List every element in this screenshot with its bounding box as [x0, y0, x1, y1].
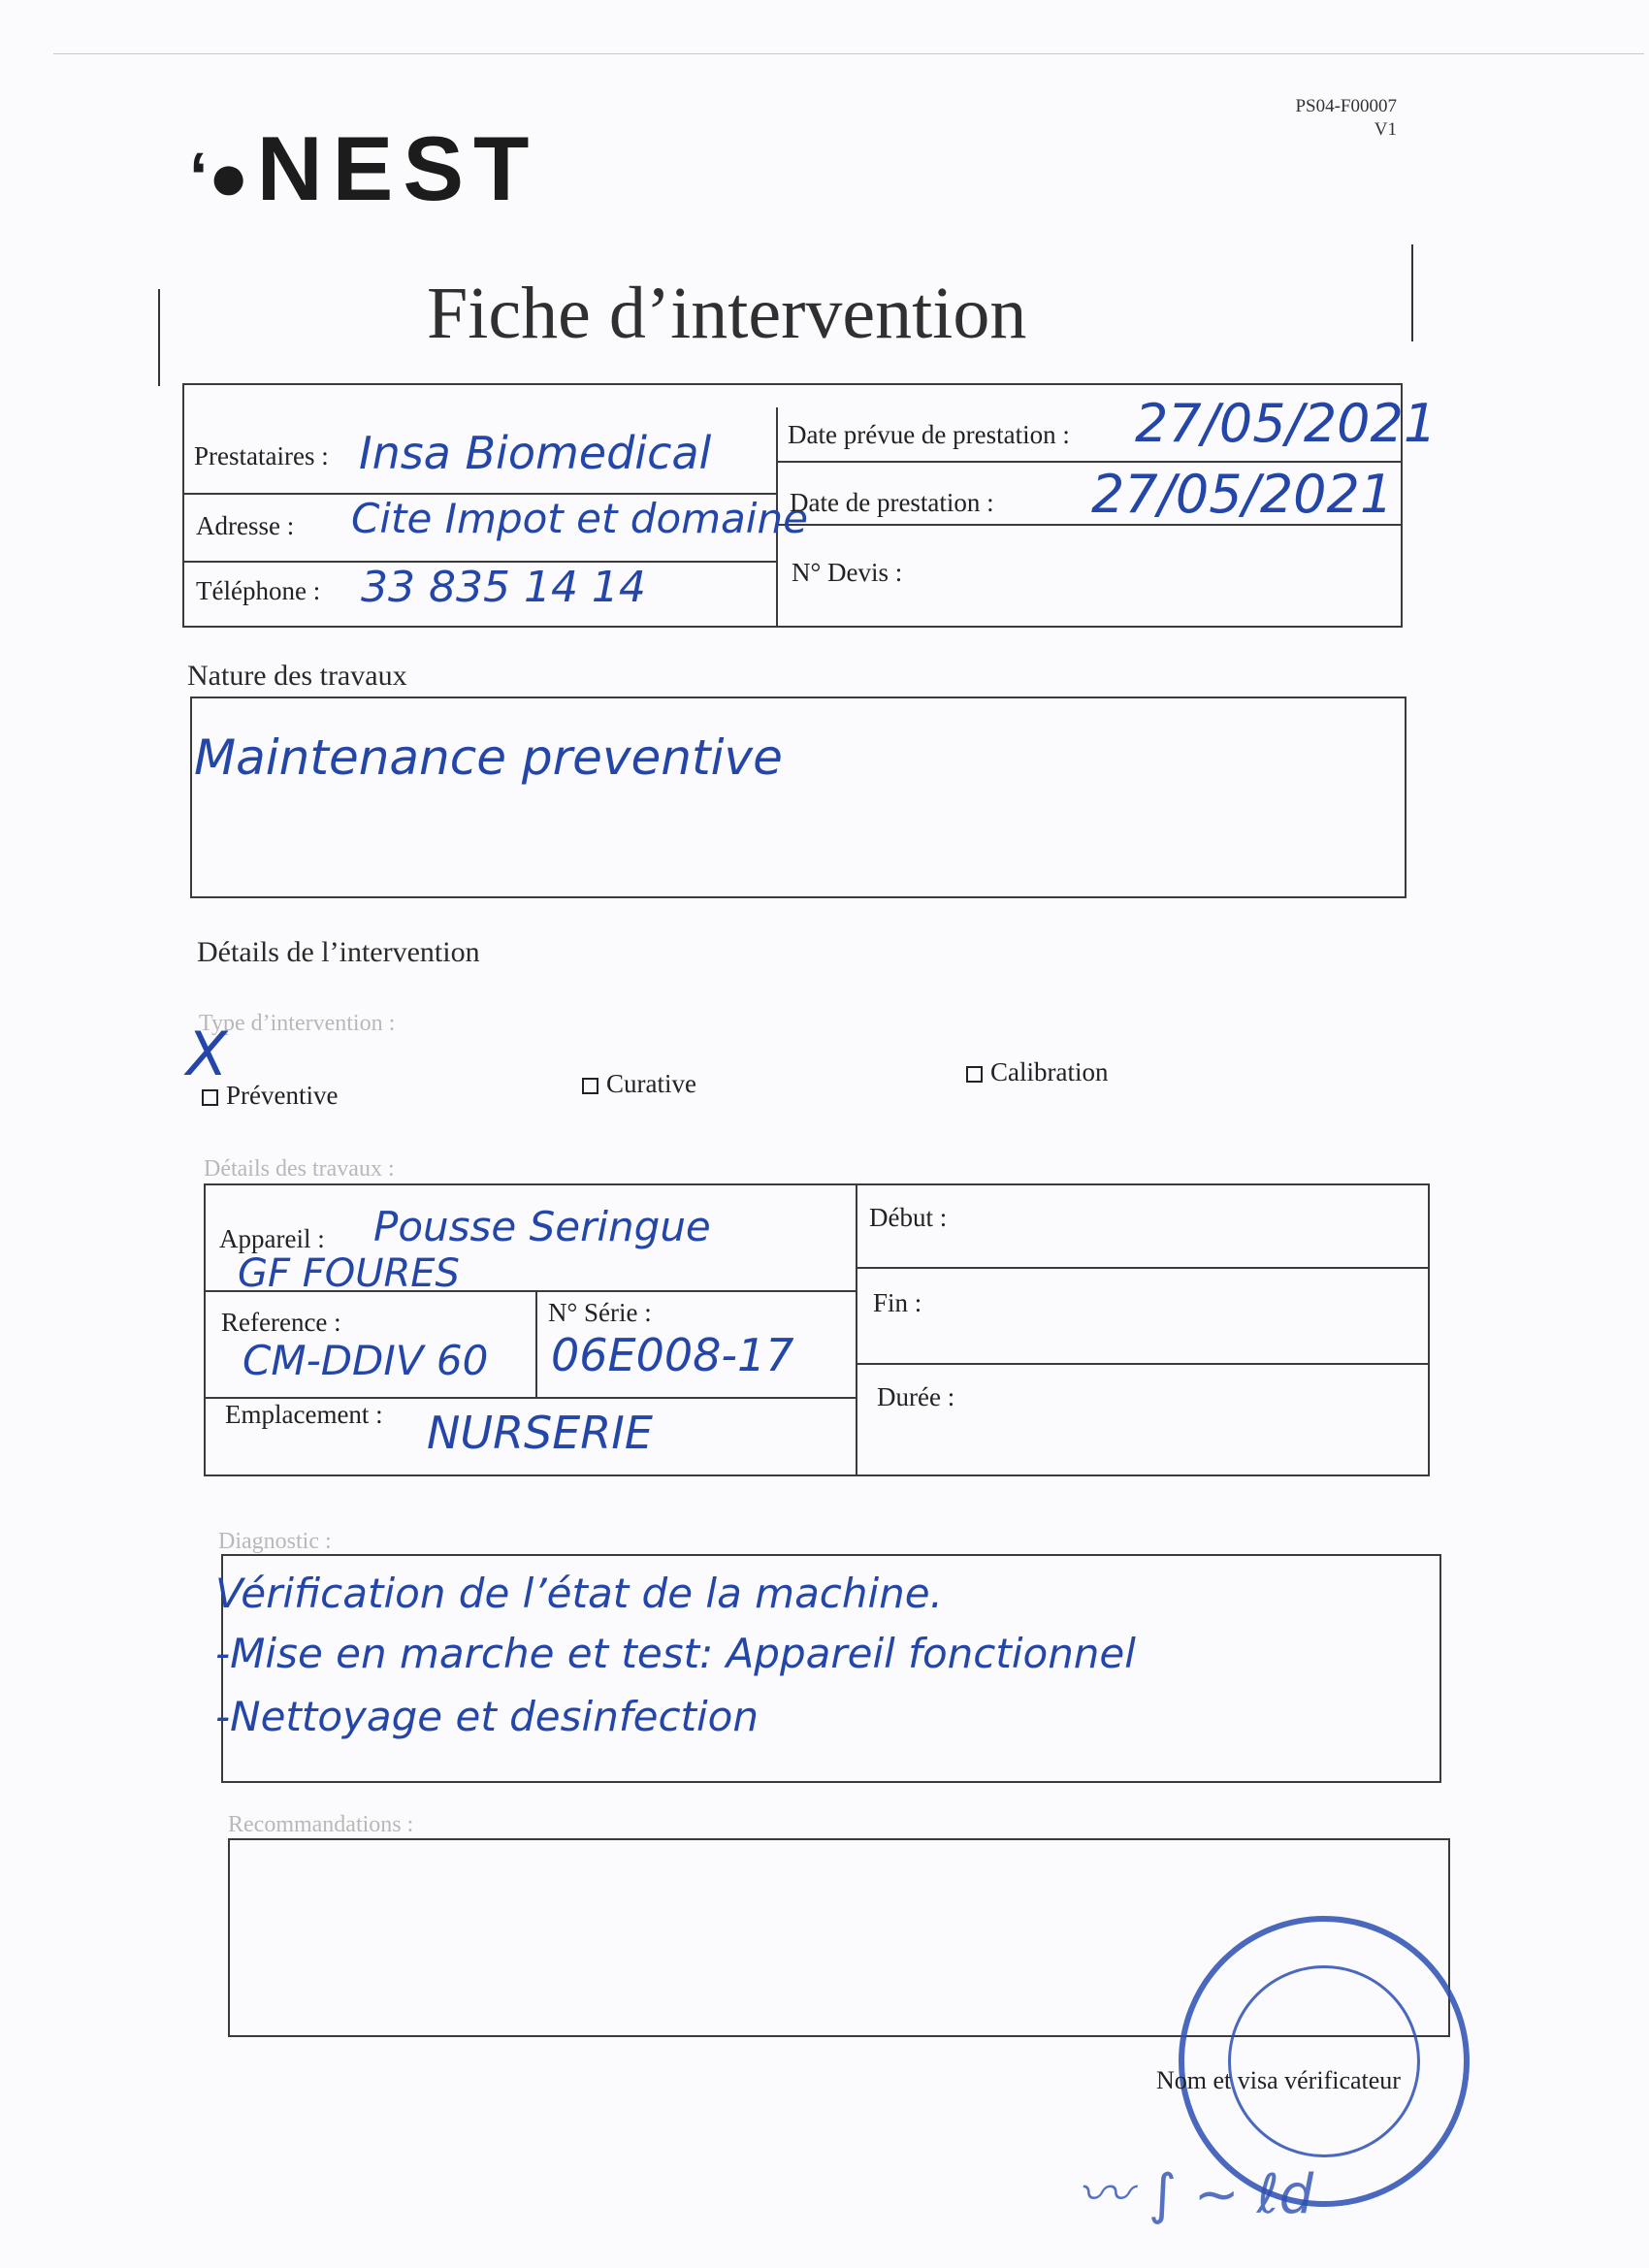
diagnostic-line-3: -Nettoyage et desinfection — [215, 1693, 759, 1740]
document-code: PS04-F00007 — [1295, 96, 1397, 116]
checkbox-icon — [202, 1089, 218, 1106]
checkbox-preventive-label: Préventive — [226, 1081, 339, 1110]
checkbox-calibration-label: Calibration — [990, 1057, 1109, 1086]
prestataires-label: Prestataires : — [194, 441, 329, 470]
telephone-label: Téléphone : — [196, 576, 321, 605]
emplacement-value: NURSERIE — [427, 1407, 653, 1459]
page-title: Fiche d’intervention — [427, 273, 1027, 354]
details-travaux-label: Détails des travaux : — [204, 1156, 395, 1182]
reference-value: CM-DDIV 60 — [242, 1337, 489, 1384]
checkbox-calibration[interactable] — [966, 1057, 1108, 1087]
signature-scribble: 〰 ∫ ~ ℓd — [1077, 2163, 1314, 2226]
debut-label: Début : — [869, 1203, 948, 1232]
document-version: V1 — [1374, 119, 1397, 140]
date-prevue-value: 27/05/2021 — [1135, 393, 1438, 454]
nature-label: Nature des travaux — [187, 660, 407, 692]
date-prevue-label: Date prévue de prestation : — [788, 420, 1070, 449]
recommandations-label: Recommandations : — [228, 1812, 414, 1837]
diagnostic-line-2: -Mise en marche et test: Appareil fonctionnel — [215, 1630, 1136, 1677]
signature-label: Nom et visa vérificateur — [1156, 2066, 1401, 2094]
diagnostic-label: Diagnostic : — [218, 1529, 332, 1554]
diagnostic-line-1: Vérification de l’état de la machine. — [215, 1570, 943, 1617]
emplacement-label: Emplacement : — [225, 1400, 383, 1429]
date-prestation-label: Date de prestation : — [790, 488, 994, 517]
logo-text: NEST — [256, 117, 539, 219]
nature-value: Maintenance preventive — [194, 729, 783, 786]
logo-mark-icon: ‘● — [189, 139, 249, 214]
document-code-block — [1261, 95, 1397, 142]
devis-label: N° Devis : — [792, 558, 903, 587]
checkbox-preventive[interactable] — [202, 1081, 338, 1111]
checkbox-icon — [582, 1078, 598, 1094]
top-scan-line — [53, 53, 1644, 54]
appareil-divider — [856, 1183, 857, 1476]
company-logo — [189, 116, 538, 221]
prestataires-value: Insa Biomedical — [359, 427, 712, 479]
adresse-label: Adresse : — [196, 511, 295, 540]
appareil-value-line1: Pousse Seringue — [373, 1203, 711, 1250]
nature-box — [190, 697, 1406, 898]
appareil-label: Appareil : — [219, 1224, 325, 1253]
serie-value: 06E008-17 — [551, 1329, 794, 1381]
adresse-value: Cite Impot et domaine — [351, 495, 808, 542]
checkbox-icon — [966, 1066, 983, 1083]
reference-label: Reference : — [221, 1308, 341, 1337]
telephone-value: 33 835 14 14 — [361, 563, 646, 612]
details-label: Détails de l’intervention — [197, 936, 480, 968]
type-intervention-label: Type d’intervention : — [199, 1011, 396, 1036]
title-right-bar — [1411, 244, 1413, 341]
appareil-value-line2: GF FOURES — [238, 1251, 460, 1296]
serie-label: N° Série : — [548, 1298, 652, 1327]
checkbox-curative[interactable] — [582, 1069, 696, 1099]
fin-label: Fin : — [873, 1288, 922, 1317]
checkbox-curative-label: Curative — [606, 1069, 696, 1098]
preventive-check-mark: X — [186, 1019, 228, 1089]
date-prestation-value: 27/05/2021 — [1091, 464, 1394, 525]
stamp-inner-ring — [1228, 1965, 1420, 2157]
title-left-bar — [158, 289, 160, 386]
duree-label: Durée : — [877, 1382, 955, 1411]
